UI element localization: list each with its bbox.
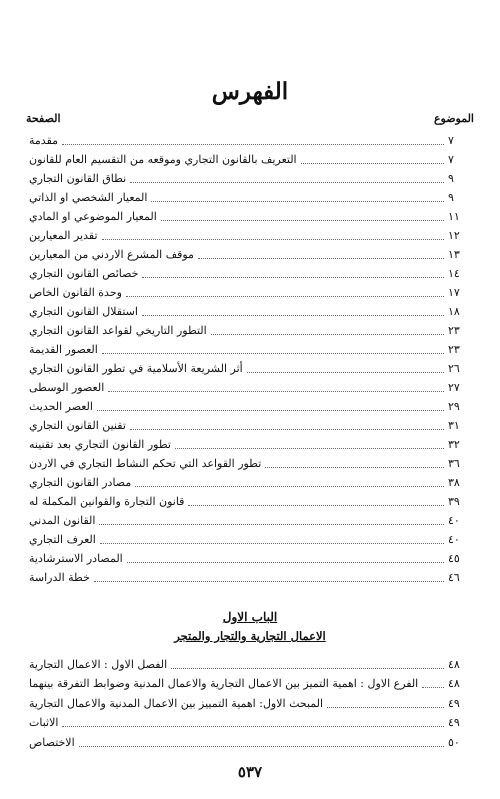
toc-entry-page: ٤٩ bbox=[448, 716, 460, 730]
toc-entry-page: ٣١ bbox=[448, 419, 460, 432]
toc-entry-page: ٤٨ bbox=[448, 677, 460, 691]
toc-entry-page: ٣٨ bbox=[448, 476, 460, 489]
toc-entry-page: ٧ bbox=[448, 134, 454, 147]
toc-entry-label: العصور القديمة bbox=[29, 343, 98, 356]
dot-leader bbox=[99, 523, 444, 525]
dot-leader bbox=[142, 314, 444, 316]
toc-entry-label: العصور الوسطى bbox=[29, 381, 105, 394]
toc-entry-label: تطور القانون التجاري بعد تقنينه bbox=[29, 438, 171, 451]
toc-entry bbox=[26, 319, 474, 338]
toc-entry bbox=[26, 672, 474, 692]
toc-entry bbox=[26, 711, 474, 731]
toc-entry bbox=[26, 148, 474, 167]
toc-entry-page: ٥٠ bbox=[448, 735, 460, 749]
toc-entry bbox=[26, 414, 474, 433]
dot-leader bbox=[135, 485, 444, 487]
toc-entry bbox=[26, 471, 474, 490]
toc-entry-label: الفصل الاول : الاعمال التجارية bbox=[29, 657, 168, 671]
toc-entry-page: ٤٥ bbox=[448, 552, 460, 565]
toc-entry-label: التعريف بالقانون التجاري وموقعه من التقسيم العام للقانون bbox=[29, 153, 297, 166]
toc-entry bbox=[26, 528, 474, 547]
toc-entry bbox=[26, 205, 474, 224]
toc-entry-label: المصادر الاسترشادية bbox=[29, 552, 123, 565]
toc-entry bbox=[26, 300, 474, 319]
toc-entry-page: ١٣ bbox=[448, 248, 460, 261]
dot-leader bbox=[161, 219, 444, 221]
toc-entry-label: القانون المدني bbox=[29, 514, 96, 527]
dot-leader bbox=[422, 686, 444, 688]
dot-leader bbox=[127, 561, 444, 563]
toc-entry-label: تطور القواعد التي تحكم النشاط التجاري في الاردن bbox=[29, 457, 262, 470]
dot-leader bbox=[247, 371, 444, 373]
toc-entry-label: العصر الحديث bbox=[29, 400, 93, 413]
dot-leader bbox=[265, 466, 444, 468]
toc-entry-page: ٣٦ bbox=[448, 457, 460, 470]
toc-entry-label: تقنين القانون التجاري bbox=[29, 419, 126, 432]
dot-leader bbox=[94, 580, 444, 582]
toc-entry bbox=[26, 281, 474, 300]
toc-entry-label: مقدمة bbox=[29, 134, 59, 147]
toc-entry bbox=[26, 167, 474, 186]
page-title: الفهرس bbox=[211, 78, 289, 105]
toc-entry bbox=[26, 395, 474, 414]
dot-leader bbox=[171, 667, 444, 669]
toc-entry-label: مصادر القانون التجاري bbox=[29, 476, 132, 489]
toc-entry bbox=[26, 509, 474, 528]
dot-leader bbox=[130, 428, 444, 430]
toc-entry-label: قانون التجارة والقوانين المكملة له bbox=[29, 495, 185, 508]
toc-entry-label: المبحث الاول: اهمية التمييز بين الاعمال المدنية والاعمال التجارية bbox=[29, 696, 324, 710]
toc-entry bbox=[26, 730, 474, 750]
toc-entry-page: ٣٩ bbox=[448, 495, 460, 508]
toc-entry-page: ٢٣ bbox=[448, 343, 460, 356]
toc-entry-page: ٢٩ bbox=[448, 400, 460, 413]
toc-entry-label: وحدة القانون الخاص bbox=[29, 286, 122, 299]
dot-leader bbox=[211, 333, 444, 335]
toc-entry bbox=[26, 243, 474, 262]
toc-entry-page: ٤٨ bbox=[448, 657, 460, 671]
dot-leader bbox=[97, 409, 444, 411]
toc-entry-page: ٢٧ bbox=[448, 381, 460, 394]
dot-leader bbox=[62, 725, 444, 727]
dot-leader bbox=[126, 295, 444, 297]
toc-entry bbox=[26, 262, 474, 281]
dot-leader bbox=[100, 542, 444, 544]
toc-entry-page: ١٢ bbox=[448, 229, 460, 242]
toc-entry-page: ٢٦ bbox=[448, 362, 460, 375]
toc-entry bbox=[26, 566, 474, 585]
part-toc-list bbox=[26, 652, 474, 750]
toc-entry bbox=[26, 129, 474, 148]
page-number: ٥٣٧ bbox=[237, 763, 263, 781]
dot-leader bbox=[102, 238, 444, 240]
toc-entry bbox=[26, 452, 474, 471]
toc-entry-label: نطاق القانون التجاري bbox=[29, 172, 127, 185]
toc-entry-label: موقف المشرع الاردني من المعيارين bbox=[29, 248, 194, 261]
dot-leader bbox=[142, 276, 444, 278]
toc-entry bbox=[26, 547, 474, 566]
dot-leader bbox=[188, 504, 444, 506]
toc-entry-page: ٤٠ bbox=[448, 533, 460, 546]
toc-list bbox=[26, 129, 474, 585]
toc-entry-label: الفرع الاول : اهمية التميز بين الاعمال التجارية والاعمال المدنية وضوابط التفرقة بينهما bbox=[29, 677, 419, 691]
dot-leader bbox=[151, 200, 444, 202]
toc-entry-page: ٢٣ bbox=[448, 324, 460, 337]
dot-leader bbox=[198, 257, 444, 259]
toc-entry bbox=[26, 338, 474, 357]
toc-entry bbox=[26, 224, 474, 243]
toc-entry bbox=[26, 433, 474, 452]
toc-entry bbox=[26, 186, 474, 205]
toc-entry-page: ١٧ bbox=[448, 286, 460, 299]
toc-entry bbox=[26, 691, 474, 711]
toc-entry-label: خصائص القانون التجاري bbox=[29, 267, 139, 280]
toc-entry-label: الاثبات bbox=[29, 716, 59, 730]
toc-header bbox=[26, 112, 474, 128]
toc-entry-label: المعيار الموضوعي او المادي bbox=[29, 210, 157, 223]
toc-entry-label: الاختصاص bbox=[29, 735, 75, 749]
toc-entry bbox=[26, 376, 474, 395]
dot-leader bbox=[79, 745, 444, 747]
dot-leader bbox=[301, 162, 444, 164]
dot-leader bbox=[175, 447, 444, 449]
toc-entry-label: التطور التاريخي لقواعد القانون التجاري bbox=[29, 324, 207, 337]
dot-leader bbox=[62, 143, 444, 145]
toc-entry-page: ٤٠ bbox=[448, 514, 460, 527]
page-column-header: الصفحة bbox=[26, 112, 61, 125]
dot-leader bbox=[102, 352, 444, 354]
dot-leader bbox=[108, 390, 444, 392]
toc-entry-label: العرف التجاري bbox=[29, 533, 96, 546]
topic-column-header: الموضوع bbox=[433, 112, 474, 125]
toc-entry-page: ١٨ bbox=[448, 305, 460, 318]
toc-entry-label: المعيار الشخصي او الذاتي bbox=[29, 191, 148, 204]
dot-leader bbox=[130, 181, 444, 183]
toc-entry-page: ٩ bbox=[448, 191, 454, 204]
toc-entry-page: ٤٦ bbox=[448, 571, 460, 584]
toc-entry-page: ٤٩ bbox=[448, 696, 460, 710]
toc-entry-label: أثر الشريعة الأسلامية في تطور القانون التجاري bbox=[29, 362, 243, 375]
toc-entry-label: تقدير المعيارين bbox=[29, 229, 98, 242]
toc-entry bbox=[26, 652, 474, 672]
toc-entry-page: ١٤ bbox=[448, 267, 460, 280]
toc-entry-label: استقلال القانون التجاري bbox=[29, 305, 138, 318]
toc-entry-page: ٩ bbox=[448, 172, 454, 185]
toc-entry bbox=[26, 357, 474, 376]
toc-entry-page: ٧ bbox=[448, 153, 454, 166]
toc-entry bbox=[26, 490, 474, 509]
part-subtitle: الاعمال التجارية والتجار والمتجر bbox=[174, 629, 326, 643]
part-title: الباب الاول bbox=[222, 610, 278, 624]
toc-entry-page: ٣٢ bbox=[448, 438, 460, 451]
toc-entry-label: خطة الدراسة bbox=[29, 571, 90, 584]
dot-leader bbox=[327, 706, 444, 708]
toc-entry-page: ١١ bbox=[448, 210, 460, 223]
